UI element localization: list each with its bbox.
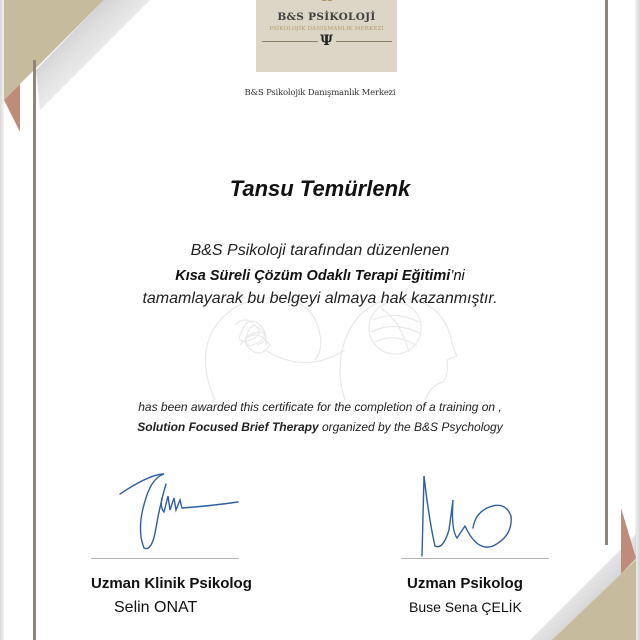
turkish-course-suffix: ’ni xyxy=(450,268,465,284)
frame-line-left xyxy=(33,60,36,640)
turkish-course-name: Kısa Süreli Çözüm Odaklı Terapi Eğitimi xyxy=(175,268,451,284)
english-course-suffix: organized by the B&S Psychology xyxy=(318,420,503,434)
signature-line-1 xyxy=(91,558,239,559)
signatory-2-title: Uzman Psikolog xyxy=(407,575,523,592)
english-course-line xyxy=(0,420,640,434)
turkish-completion-line: tamamlayarak bu belgeyi almaya hak kazanmıştır. xyxy=(142,290,498,307)
organization-caption: B&S Psikolojik Danışmanlık Merkezi xyxy=(244,88,396,98)
corner-fold-top-left xyxy=(0,0,150,140)
signatory-1-name: Selin ONAT xyxy=(114,599,198,616)
signature-line-2 xyxy=(401,558,549,559)
english-course-name: Solution Focused Brief Therapy xyxy=(137,420,319,434)
signature-selin-onat-icon xyxy=(110,468,250,558)
recipient-name: Tansu Temürlenk xyxy=(229,176,411,201)
signature-buse-sena-celik-icon xyxy=(415,470,525,560)
logo-box xyxy=(256,0,397,72)
psi-symbol-icon: Ψ xyxy=(320,33,333,49)
logo-subtitle: PSİKOLOJİK DANIŞMANLIK MERKEZİ xyxy=(269,26,384,32)
turkish-intro-line: B&S Psikoloji tarafından düzenlenen xyxy=(190,242,450,259)
turkish-course-line xyxy=(0,268,640,284)
english-award-line: has been awarded this certificate for the completion of a training on , xyxy=(138,400,502,414)
signatory-1-title: Uzman Klinik Psikolog xyxy=(91,575,252,592)
leaf-ornament-icon xyxy=(316,0,338,4)
logo-title: B&S PSİKOLOJİ xyxy=(277,11,376,23)
signatory-2-name: Buse Sena ÇELİK xyxy=(409,599,522,615)
